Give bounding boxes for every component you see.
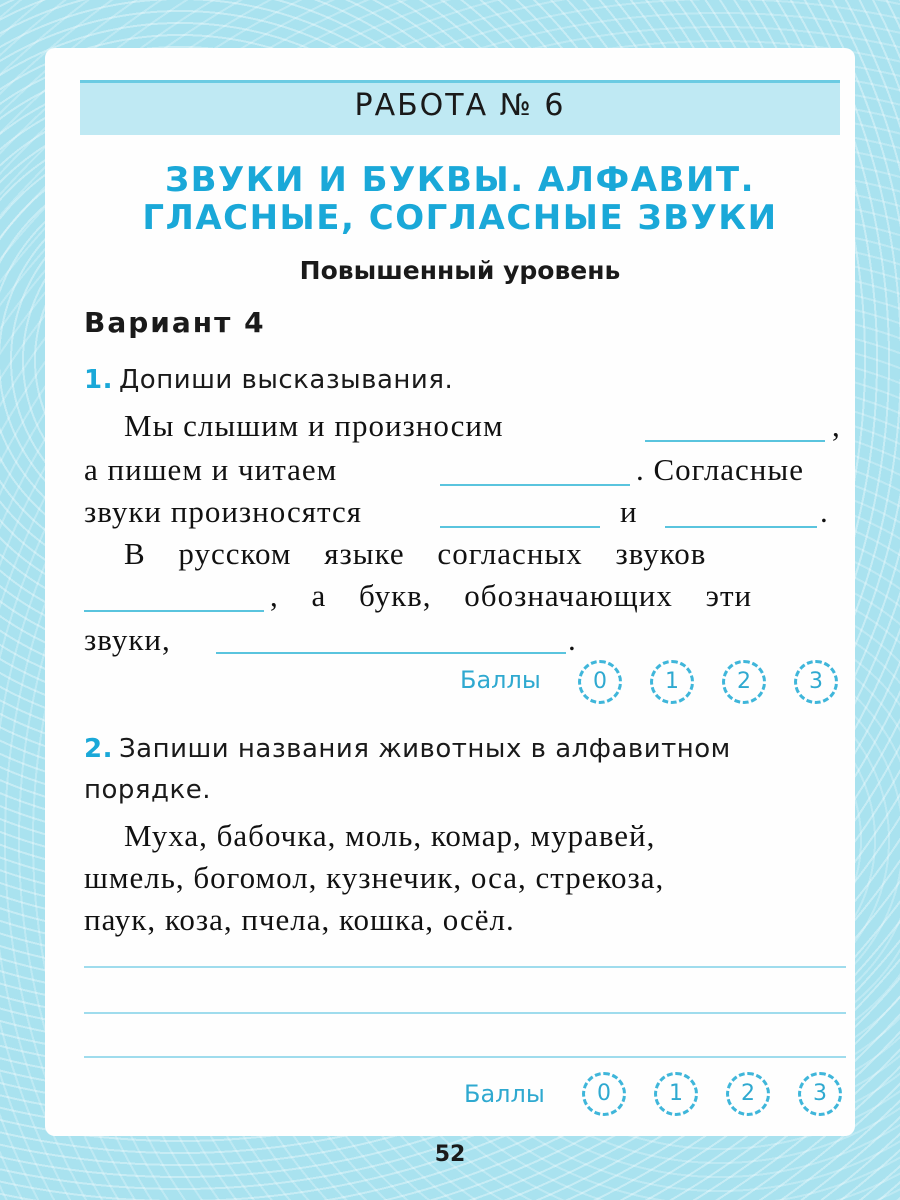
task2-instruction-line2: порядке.	[84, 775, 211, 805]
task2-instruction-line1: Запиши названия животных в алфавитном	[118, 734, 731, 764]
task1-line1: Мы слышим и произносим	[124, 408, 504, 443]
difficulty-level: Повышенный уровень	[299, 256, 621, 285]
blank-field-2[interactable]	[440, 484, 630, 486]
answer-line-2[interactable]	[84, 1012, 846, 1014]
task2-words-line1: Муха, бабочка, моль, комар, муравей,	[124, 818, 656, 853]
blank-field-1[interactable]	[645, 440, 825, 442]
task1-score	[460, 660, 850, 704]
score-circle-1[interactable]: 1	[650, 660, 694, 704]
blank-field-3[interactable]	[440, 526, 600, 528]
task2-number: 2.	[84, 734, 113, 764]
score-circle-1[interactable]: 1	[654, 1072, 698, 1116]
task1-line4: В русском языке согласных звуков	[124, 536, 707, 571]
answer-line-1[interactable]	[84, 966, 846, 968]
topic-title-line1: ЗВУКИ И БУКВЫ. АЛФАВИТ.	[164, 160, 756, 200]
score-label: Баллы	[460, 666, 541, 694]
task1-line3: звуки произносятся	[84, 494, 362, 529]
task2-score	[464, 1072, 854, 1116]
blank-field-4[interactable]	[665, 526, 817, 528]
score-circle-2[interactable]: 2	[722, 660, 766, 704]
score-circle-3[interactable]: 3	[798, 1072, 842, 1116]
variant-label: Вариант 4	[84, 306, 266, 339]
task2-words-line3: паук, коза, пчела, кошка, осёл.	[84, 902, 515, 937]
work-title: РАБОТА № 6	[354, 88, 566, 123]
task2-words-line2: шмель, богомол, кузнечик, оса, стрекоза,	[84, 860, 665, 895]
score-circle-2[interactable]: 2	[726, 1072, 770, 1116]
page-number: 52	[434, 1142, 466, 1167]
task1-number: 1.	[84, 365, 113, 395]
score-circle-0[interactable]: 0	[578, 660, 622, 704]
task1-comma: ,	[832, 408, 841, 443]
blank-field-6[interactable]	[216, 652, 566, 654]
task1-line3-end: .	[820, 494, 829, 529]
task1-line6-end: .	[568, 622, 577, 657]
task1-line5: , а букв, обозначающих эти	[270, 578, 753, 613]
task1-instruction: Допиши высказывания.	[118, 365, 454, 395]
score-circle-0[interactable]: 0	[582, 1072, 626, 1116]
score-label: Баллы	[464, 1080, 545, 1108]
answer-line-3[interactable]	[84, 1056, 846, 1058]
task1-line2-end: . Согласные	[636, 452, 804, 487]
score-circle-3[interactable]: 3	[794, 660, 838, 704]
task1-line6: звуки,	[84, 622, 171, 657]
task2-heading	[84, 734, 731, 764]
blank-field-5[interactable]	[84, 610, 264, 612]
task1-heading	[84, 365, 453, 395]
topic-title-line2: ГЛАСНЫЕ, СОГЛАСНЫЕ ЗВУКИ	[142, 198, 778, 238]
task1-line3-and: и	[620, 494, 638, 529]
task1-line2: а пишем и читаем	[84, 452, 338, 487]
